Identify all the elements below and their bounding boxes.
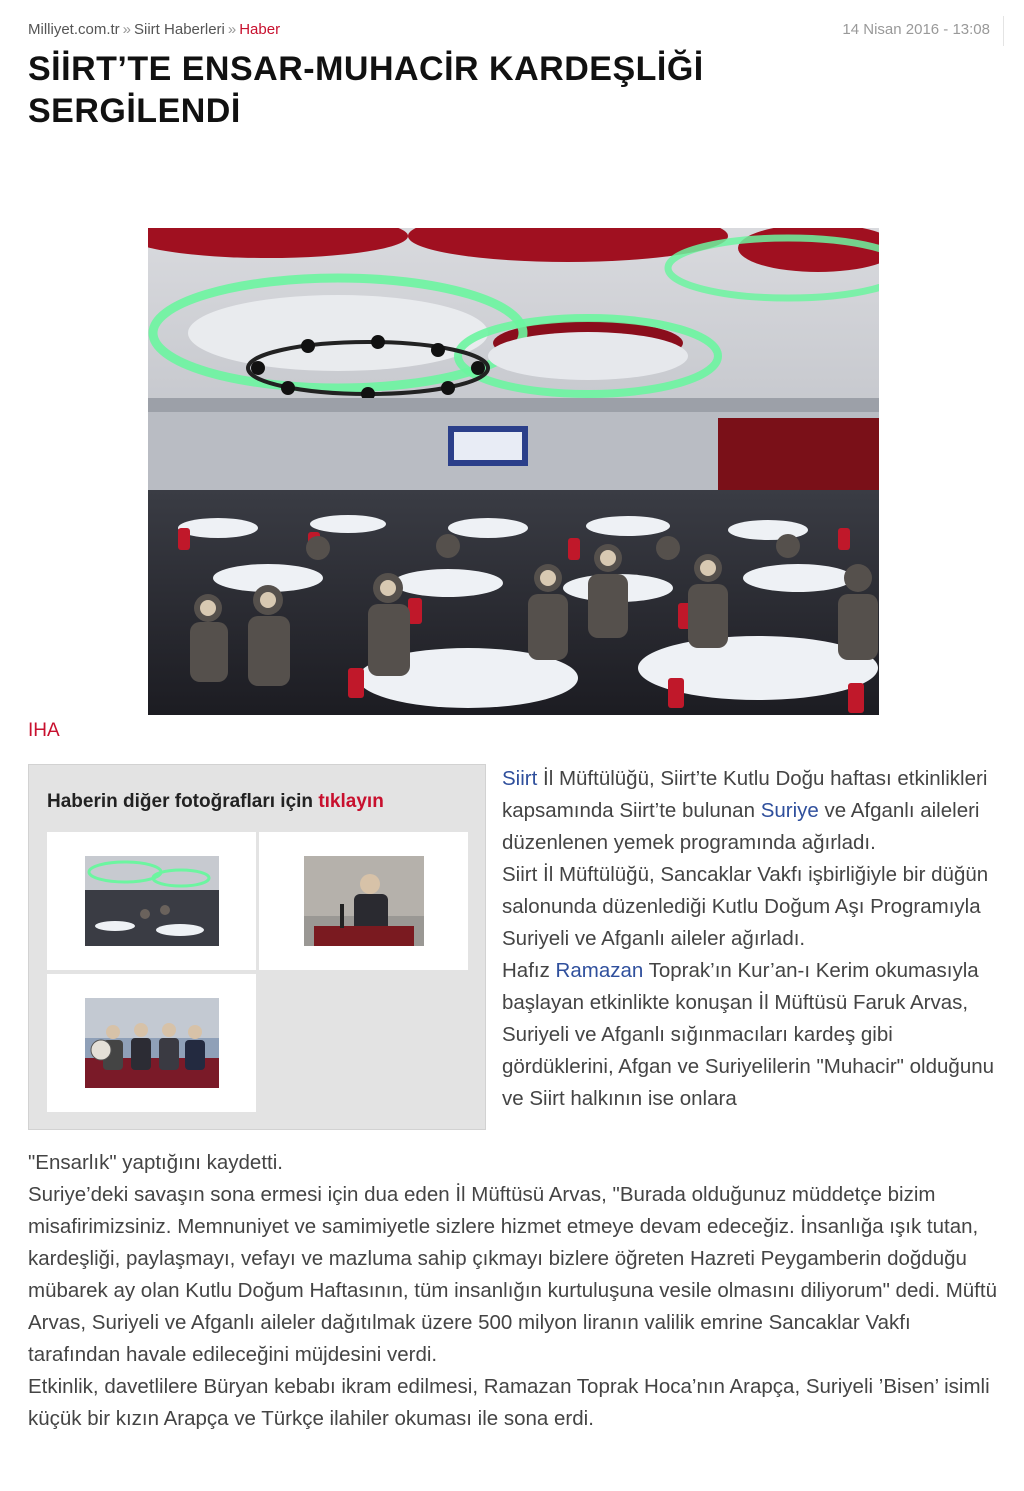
gallery-thumb[interactable] <box>47 832 256 970</box>
divider <box>1003 16 1004 46</box>
thumb-image <box>304 856 424 946</box>
article-paragraph: "Ensarlık" yaptığını kaydetti. <box>28 1151 283 1174</box>
paragraph-text: ve Afganlı aileleri düzenlenen yemek programında ağırladı. <box>502 799 980 854</box>
keyword-link[interactable]: Suriye <box>760 799 819 822</box>
photo-gallery-box <box>28 764 486 1130</box>
breadcrumb-separator: » <box>227 20 237 38</box>
gallery-thumb[interactable] <box>47 974 256 1112</box>
article-body-full <box>28 1147 1003 1435</box>
article-body-column <box>502 763 1007 1115</box>
hero-photo[interactable] <box>148 228 879 715</box>
breadcrumb-section-link[interactable]: Siirt Haberleri <box>134 20 225 38</box>
article-paragraph: Suriye’deki savaşın sona ermesi için dua eden İl Müftüsü Arvas, "Burada olduğunuz müddetçe bizim misafirimizsiniz. Memnuniyet ve samimiyetle sizlere hizmet etmeye devam edeceğiz. İnsanlığa ışık tutan, kardeşliği, paylaşmayı, vefayı ve mazluma sahip çıkmayı bizlere öğreten Hazreti Peygamberin doğduğu mübarek ay olan Kutlu Doğum Haftasının, tüm insanlığın kurtuluşuna vesile olmasını diliyorum" dedi. Müftü Arvas, Suriyeli ve Afganlı aileler dağıtılmak üzere 500 milyon liranın valilik emrine Sancaklar Vakfı tarafından havale edileceğini müjdesini verdi. <box>28 1183 997 1366</box>
paragraph-text: Toprak’ın Kur’an-ı Kerim okumasıyla başlayan etkinlikte konuşan İl Müftüsü Faruk Arvas, Suriyeli ve Afganlı sığınmacıları kardeş gibi gördüklerini, Afgan ve Suriyelilerin "Muhacir" olduğunu ve Siirt halkının ise onlara <box>502 959 995 1110</box>
article-paragraph <box>502 955 1007 1115</box>
gallery-thumb[interactable] <box>259 832 468 970</box>
article-meta-bar <box>28 18 990 40</box>
article-title: SİİRT’TE ENSAR-MUHACİR KARDEŞLİĞİ SERGİLENDİ <box>28 50 704 130</box>
keyword-link[interactable]: Siirt <box>502 767 538 790</box>
breadcrumb-separator: » <box>122 20 132 38</box>
paragraph-text: İl Müftülüğü, Siirt’te Kutlu Doğu haftası etkinlikleri kapsamında Siirt’te bulunan <box>502 767 988 822</box>
paragraph-text: Hafız <box>502 959 556 982</box>
thumb-image <box>85 856 219 946</box>
keyword-link[interactable]: Ramazan <box>555 959 644 982</box>
publish-date: 14 Nisan 2016 - 13:08 <box>842 20 990 38</box>
breadcrumb <box>28 21 280 38</box>
thumb-image <box>85 998 219 1088</box>
gallery-heading <box>47 791 384 813</box>
gallery-label: Haberin diğer fotoğrafları için <box>47 791 314 812</box>
article-paragraph: Etkinlik, davetlilere Büryan kebabı ikram edilmesi, Ramazan Toprak Hoca’nın Arapça, Suriyeli ’Bisen’ isimli küçük bir kızın Arapça ve Türkçe ilahiler okuması ile sona erdi. <box>28 1375 990 1430</box>
breadcrumb-current-link[interactable]: Haber <box>239 20 281 38</box>
article-paragraph: Siirt İl Müftülüğü, Sancaklar Vakfı işbirliğiyle bir düğün salonunda düzenlediği Kutlu Doğum Aşı Programıyla Suriyeli ve Afganlı aileler ağırladı. <box>502 863 989 950</box>
article-paragraph <box>502 763 1007 859</box>
breadcrumb-site-link[interactable]: Milliyet.com.tr <box>28 20 120 38</box>
gallery-link[interactable]: tıklayın <box>318 791 384 812</box>
news-source: IHA <box>28 720 60 741</box>
